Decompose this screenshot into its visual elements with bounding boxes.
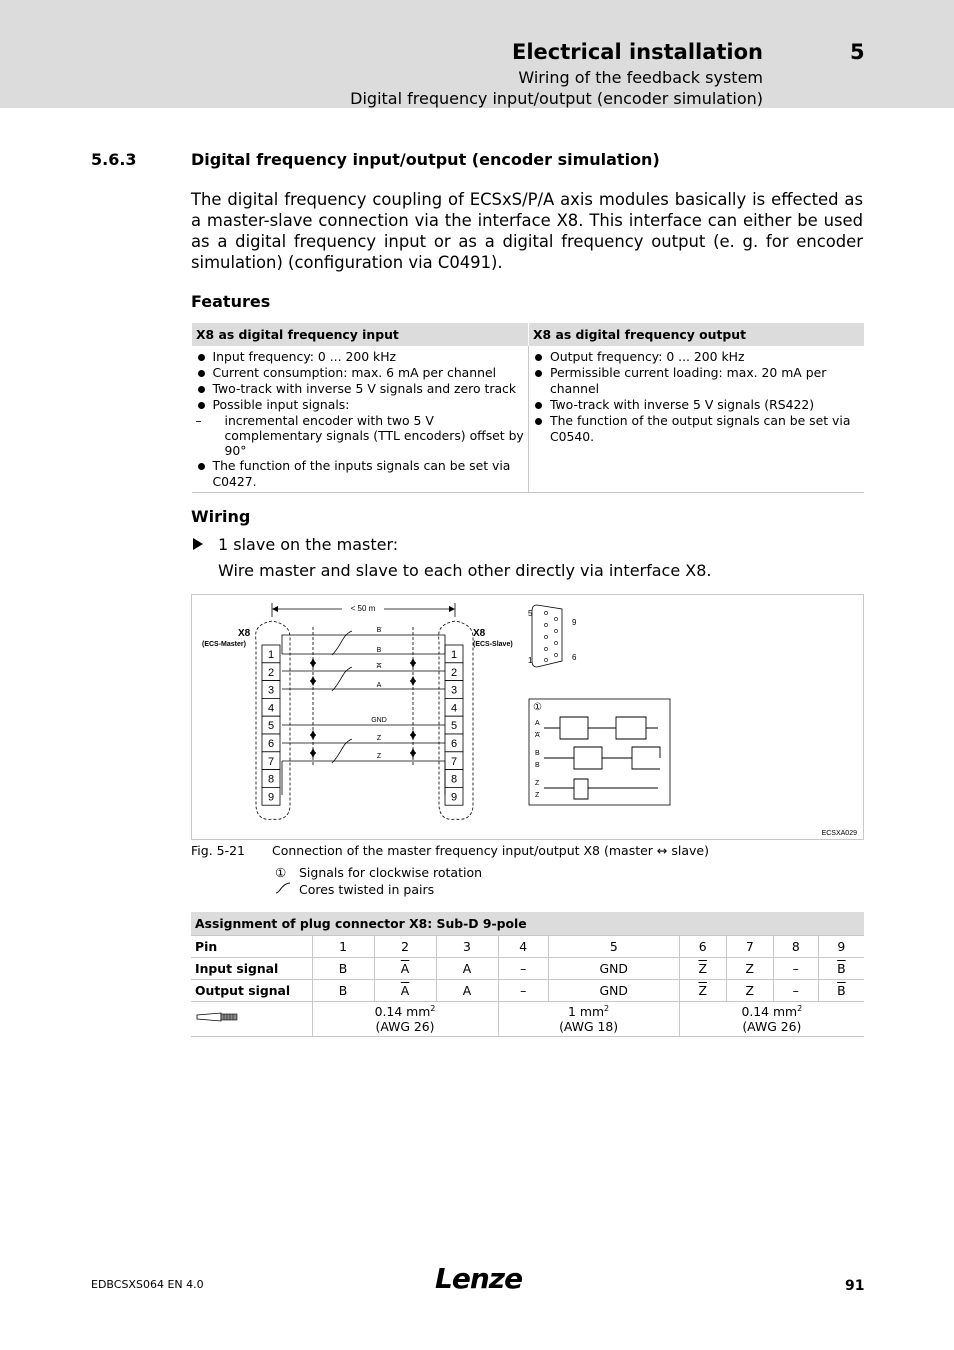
signal-label: A — [376, 663, 382, 670]
timing-marker: ① — [533, 702, 542, 713]
sub-d-pin-label: 6 — [572, 653, 577, 662]
intro-paragraph: The digital frequency coupling of ECSxS/P/A axis modules basically is effected as a master-slave connection via the interface X8. This interface can either be used as a digital frequency input or as a digital frequency output (e. g. for encoder simulation) (configuration via C0491). — [191, 190, 863, 272]
output-feature-item: Permissible current loading: max. 20 mA per channel — [533, 365, 860, 397]
input-subitem: – incremental encoder with two 5 V complementary signals (TTL encoders) offset by 90° — [195, 413, 524, 458]
signal-cell: – — [773, 979, 818, 1001]
wire-size-cell: 0.14 $mm^2$ (AWG 26) — [312, 1001, 498, 1036]
pin-table-title: Assignment of plug connector X8: Sub-D 9-pole — [191, 912, 864, 935]
wire-icon-cell — [191, 1001, 312, 1036]
pin-row-label: Pin — [191, 935, 312, 957]
output-features-cell — [529, 346, 865, 493]
left-device-label: (ECS-Master) — [202, 641, 246, 648]
header-subtitle-1: Wiring of the feedback system — [518, 68, 763, 87]
output-row-label: Output signal — [191, 979, 312, 1001]
chapter-number: 5 — [850, 40, 865, 64]
pin-number: 2 — [267, 666, 275, 679]
wiring-description: Wire master and slave to each other directly via interface X8. — [218, 561, 712, 580]
timing-label: A — [535, 732, 540, 739]
timing-label: B — [535, 762, 540, 769]
pin-number: 1 — [450, 649, 458, 661]
legend-item — [275, 865, 482, 880]
signal-label: GND — [371, 717, 387, 724]
pin-cell: 3 — [436, 935, 498, 957]
signal-cell: A — [436, 957, 498, 979]
features-table — [191, 323, 864, 493]
right-pin-column — [445, 645, 463, 805]
input-column-header: X8 as digital frequency input — [192, 323, 529, 346]
wire-size-cell: 1 $mm^2$ (AWG 18) — [498, 1001, 679, 1036]
pin-cell: 8 — [773, 935, 818, 957]
signal-cell: – — [498, 979, 548, 1001]
signal-cell: B — [312, 957, 374, 979]
signal-label: Z — [376, 735, 382, 742]
signal-cell: Z — [726, 957, 773, 979]
signal-cell: – — [498, 957, 548, 979]
legend-text: Cores twisted in pairs — [299, 882, 435, 897]
pin-number: 6 — [450, 738, 458, 750]
timing-label: Z — [535, 792, 540, 799]
signal-cell: $\overline{Z}$ — [679, 979, 726, 1001]
signal-cell: – — [773, 957, 818, 979]
right-connector-label: X8 — [473, 628, 486, 639]
output-feature-item: Two-track with inverse 5 V signals (RS422) — [533, 397, 860, 413]
timing-label: B — [535, 750, 540, 757]
signal-label: A — [376, 682, 382, 689]
pin-number: 6 — [267, 738, 275, 750]
input-feature-item: Input frequency: 0 ... 200 kHz — [196, 349, 525, 365]
wiring-heading: Wiring — [191, 507, 251, 526]
pin-number: 3 — [267, 684, 275, 697]
legend-text: Signals for clockwise rotation — [299, 865, 483, 880]
sub-d-pin-label: 5 — [528, 609, 533, 618]
input-feature-item: Two-track with inverse 5 V signals and zero track — [196, 381, 525, 397]
pin-number: 8 — [450, 773, 458, 786]
output-feature-item: The function of the output signals can be set via C0540. — [533, 413, 860, 445]
sub-d-pin-label: 1 — [528, 656, 533, 665]
pin-cell: 2 — [374, 935, 436, 957]
features-heading: Features — [191, 292, 271, 311]
signal-cell: $\overline{A}$ — [374, 957, 436, 979]
signal-cell: $\overline{Z}$ — [679, 957, 726, 979]
wiring-diagram — [192, 595, 865, 841]
section-title: Digital frequency input/output (encoder simulation) — [191, 150, 660, 169]
bullet-arrow-icon — [193, 538, 203, 550]
pin-cell: 9 — [818, 935, 864, 957]
output-feature-item: Output frequency: 0 ... 200 kHz — [533, 349, 860, 365]
distance-label: < 50 m — [350, 604, 376, 613]
pin-number: 3 — [450, 684, 458, 697]
circled-one-icon: ① — [275, 865, 287, 880]
pin-number: 7 — [267, 755, 275, 768]
pin-cell: 4 — [498, 935, 548, 957]
signal-cell: A — [436, 979, 498, 1001]
figure-code: ECSXA029 — [821, 830, 857, 837]
wire-icon — [195, 1009, 239, 1025]
pin-number: 5 — [450, 720, 458, 733]
signal-label: B — [376, 627, 382, 634]
timing-label: A — [535, 720, 540, 727]
page-number: 91 — [845, 1278, 865, 1294]
left-connector-label: X8 — [238, 628, 251, 639]
input-feature-item: Possible input signals: — [196, 397, 525, 413]
signal-cell: GND — [548, 957, 679, 979]
signal-cell: $\overline{B}$ — [818, 957, 864, 979]
header-subtitle-2: Digital frequency input/output (encoder simulation) — [350, 89, 763, 108]
pin-number: 9 — [267, 791, 275, 804]
signal-cell: GND — [548, 979, 679, 1001]
input-feature-item: The function of the inputs signals can be set via C0427. — [196, 458, 525, 490]
input-row-label: Input signal — [191, 957, 312, 979]
signal-label: Z — [376, 753, 382, 760]
pin-cell: 7 — [726, 935, 773, 957]
left-pin-column — [262, 645, 280, 805]
input-feature-item: Current consumption: max. 6 mA per channel — [196, 365, 525, 381]
pin-cell: 5 — [548, 935, 679, 957]
section-number: 5.6.3 — [91, 150, 137, 169]
signal-label: B — [376, 647, 382, 654]
lenze-logo: Lenze — [435, 1262, 523, 1295]
input-features-cell — [192, 346, 529, 493]
pin-assignment-table — [191, 912, 864, 1037]
signal-cell: B — [312, 979, 374, 1001]
timing-label: Z — [535, 780, 540, 787]
document-id: EDBCSXS064 EN 4.0 — [91, 1278, 204, 1291]
right-device-label: (ECS-Slave) — [473, 641, 513, 648]
pin-cell: 6 — [679, 935, 726, 957]
sub-d-pin-label: 9 — [572, 618, 577, 627]
pin-cell: 1 — [312, 935, 374, 957]
timing-diagram — [529, 699, 670, 805]
pin-number: 9 — [450, 791, 458, 804]
pin-number: 7 — [450, 755, 458, 768]
wire-size-cell: 0.14 $mm^2$ (AWG 26) — [679, 1001, 864, 1036]
output-column-header: X8 as digital frequency output — [529, 323, 865, 346]
signal-cell: $\overline{A}$ — [374, 979, 436, 1001]
wiring-bullet: 1 slave on the master: — [218, 535, 399, 554]
pin-number: 5 — [267, 720, 275, 733]
signal-cell: Z — [726, 979, 773, 1001]
legend-item — [275, 882, 434, 897]
twisted-pair-icon — [275, 882, 299, 897]
pin-number: 1 — [267, 649, 275, 661]
wiring-figure — [191, 594, 864, 840]
pin-number: 4 — [450, 702, 458, 715]
page-header — [0, 0, 954, 108]
signal-cell: $\overline{B}$ — [818, 979, 864, 1001]
pin-number: 2 — [450, 666, 458, 679]
figure-caption: Connection of the master frequency input/output X8 (master ↔ slave) — [272, 843, 709, 858]
pin-number: 4 — [267, 702, 275, 715]
pin-number: 8 — [267, 773, 275, 786]
chapter-title: Electrical installation — [512, 40, 763, 64]
figure-number: Fig. 5-21 — [191, 843, 246, 858]
